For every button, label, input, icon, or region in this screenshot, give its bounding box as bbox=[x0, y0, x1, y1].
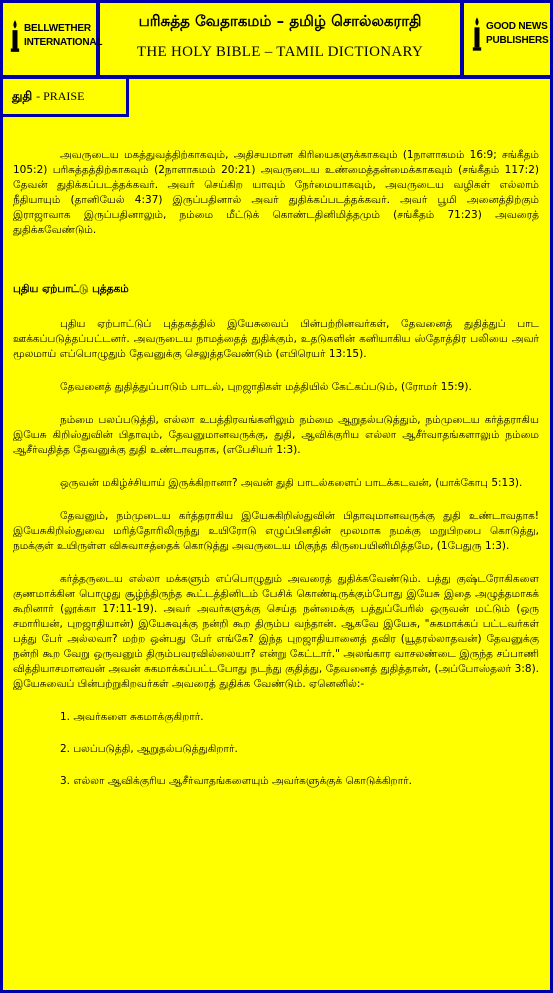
candle-icon bbox=[472, 14, 482, 54]
entry-body bbox=[13, 148, 539, 806]
logo-left-line-2: INTERNATIONAL bbox=[24, 37, 103, 48]
nt-paragraph: தேவனைத் துதித்துப்பாடும் பாடல், புறஜாதிகள் மத்தியில் கேட்கப்படும், (ரோமர் 15:9). bbox=[60, 381, 472, 393]
list-item: 1. அவர்களை சுகமாக்குகிறார். bbox=[60, 711, 204, 723]
bellwether-logo bbox=[10, 16, 102, 56]
reasons-list bbox=[13, 710, 539, 789]
new-testament-heading: புதிய ஏற்பாட்டு புத்தகம் bbox=[13, 283, 129, 295]
entry-term-tamil: துதி bbox=[12, 89, 33, 103]
entry-term-english: - PRAISE bbox=[36, 89, 85, 103]
intro-paragraph: அவருடைய மகத்துவத்திற்காகவும், அதிசயமான கிரியைகளுக்காகவும் (1நாளாகமம் 16:9; சங்கீதம் 105:2) பரிசுத்தத்திற்காகவும் (2நாளாகமம் 20:21) அவருடைய உண்மைத்தன்மைக்காகவும் (சங்கீதம் 117:2) தேவன் துதிக்கப்படத்தக்கவர். அவர் செய்கிற யாவும் நேர்மையாகவும், அவருடைய வழிகள் எல்லாம் நீதியாயும் (தானியேல் 4:37) இருப்பதினால் அவர் துதிக்கப்படத்தக்கவர். அவர் பூமி அனைத்திற்கும் இராஜாவாக இருப்பதினாலும், நம்மை மீட்டுக் கொண்டதினிமித்தமும் (சங்கீதம் 71:23) அவரைத் துதிக்கவேண்டும். bbox=[13, 149, 539, 236]
logo-right-line-2: PUBLISHERS bbox=[486, 35, 549, 46]
nt-paragraph: புதிய ஏற்பாட்டுப் புத்தகத்தில் இயேசுவைப் பின்பற்றினவர்கள், தேவனைத் துதித்துப் பாட ஊக்கப்படுத்தப்பட்டனர். அவருடைய நாமத்தைத் துதிக்கும், உதடுகளின் கனியாகிய ஸ்தோத்திர பலியை அவர் மூலமாய் எப்பொழுதும் தேவனுக்கு செலுத்தவேண்டும் (எபிரெயர் 13:15). bbox=[13, 318, 539, 360]
list-item: 3. எல்லா ஆவிக்குரிய ஆசீர்வாதங்களையும் அவர்களுக்குக் கொடுக்கிறார். bbox=[60, 775, 413, 787]
dictionary-title-english: THE HOLY BIBLE – TAMIL DICTIONARY bbox=[136, 44, 424, 60]
nt-paragraph: கர்த்தருடைய எல்லா மக்களும் எப்பொழுதும் அவரைத் துதிக்கவேண்டும். பத்து குஷ்டரோகிகளை குணமாக்கின பொழுது சூழ்ந்திருந்த கூட்டத்தினிடம் பேசிக் கொண்டிருக்கும்போது இயேசு இதை அழுத்தமாகக் கூறினார் (லூக்கா 17:11-19). அவர் அவர்களுக்கு செய்த நன்மைக்கு பத்துப்பேரில் ஒருவன் மட்டும் (ஒரு சமாரியன், புறஜாதியான்) இயேசுவுக்கு நன்றி கூற திரும்ப வந்தான். ஆகவே இயேசு, "சுகமாக்கப் பட்டவர்கள் பத்து பேர் அல்லவா? மற்ற ஒன்பது பேர் எங்கே? இந்த புறஜாதியானைத் தவிர (யூதரல்லாதவன்) தேவனுக்கு நன்றி கூற வேறு ஒருவனும் திரும்பவரவில்லையா? என்று கேட்டார்." அலங்கார வாசலண்டை இருந்த சப்பாணி வித்தியாசமானவன் அவன் சுகமாக்கப்பட்டபோது நடந்து குதித்து, தேவனைத் துதித்தான், (அப்போஸ்தலர் 3:8). இயேசுவைப் பின்பற்றுகிறவர்கள் அவரைத் துதிக்க வேண்டும். ஏனெனில்:- bbox=[13, 573, 539, 690]
nt-paragraph: ஒருவன் மகிழ்ச்சியாய் இருக்கிறானா? அவன் துதி பாடல்களைப் பாடக்கடவன், (யாக்கோபு 5:13). bbox=[60, 477, 523, 489]
entry-term bbox=[12, 89, 84, 105]
nt-paragraph: நம்மை பலப்படுத்தி, எல்லா உபத்திரவங்களிலும் நம்மை ஆறுதல்படுத்தும், நம்முடைய கர்த்தராகிய இயேசு கிறிஸ்துவின் பிதாவும், தேவனுமானவருக்கு, துதி, ஆவிக்குரிய எல்லா ஆசீர்வாதங்களாலும் நம்மை ஆசீர்வதித்த தேவனுக்கு துதி உண்டாவதாக, (எபேசியர் 1:3). bbox=[13, 414, 539, 456]
logo-right-line-1: GOOD NEWS bbox=[486, 21, 548, 32]
list-item: 2. பலப்படுத்தி, ஆறுதல்படுத்துகிறார். bbox=[60, 743, 238, 755]
candle-icon bbox=[10, 16, 20, 56]
dictionary-title-tamil: பரிசுத்த வேதாகமம் – தமிழ் சொல்லகராதி bbox=[138, 12, 422, 30]
logo-left-line-1: BELLWETHER bbox=[24, 23, 91, 34]
nt-paragraph: தேவனும், நம்முடைய கர்த்தராகிய இயேசுகிறிஸ்துவின் பிதாவுமானவருக்கு துதி உண்டாவதாக! இயேசுகிறிஸ்துவை மரித்தோரிலிருந்து உயிரோடு எழுப்பினதின் மூலமாக நமக்கு மறுபிறபை கொடுத்து, நமக்குள் உயிருள்ள விசுவாசத்தைக் கொடுத்து அவருடைய மிகுந்த கிருபையினிமித்தமே, (1பேதுரு 1:3). bbox=[13, 510, 539, 552]
good-news-logo bbox=[472, 14, 548, 54]
